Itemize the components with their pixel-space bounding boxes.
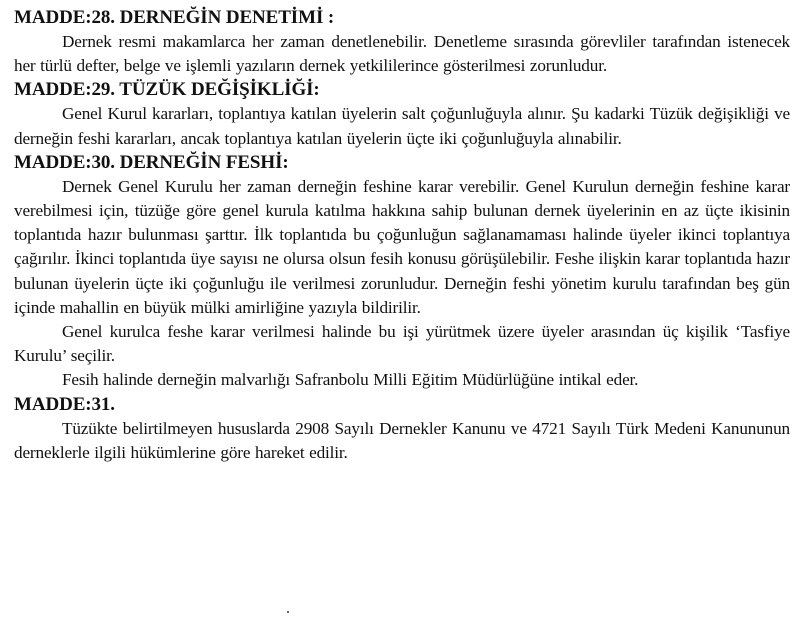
document-page: [14, 6, 790, 465]
article-heading: MADDE:28. DERNEĞİN DENETİMİ :: [14, 7, 335, 28]
scan-speck: [287, 611, 289, 613]
article-heading: MADDE:31.: [14, 393, 115, 415]
article-paragraph: Dernek Genel Kurulu her zaman derneğin feshine karar verebilir. Genel Kurulun derneğin feshine karar verebilmesi için, tüzüğe göre genel kurula katılma hakkına sahip bulunan dernek üyelerinin en az üçte ikisinin toplantıda hazır bulunması şarttır. İlk toplantıda bu çoğunluğun sağlanamaması halinde üyeler ikinci toplantıya çağırılır. İkinci toplantıda üye sayısı ne olursa olsun fesih konusu görüşülebilir. Feshe ilişkin karar toplantıda hazır bulunan üyelerin üçte iki çoğunluğu ile verilmesi zorunludur. Derneğin feshi yönetim kurulu tarafından beş gün içinde mahallin en büyük mülki amirliğine yazıyla bildirilir.: [14, 176, 790, 317]
article-31: [14, 393, 790, 465]
article-paragraph: Genel kurulca feshe karar verilmesi halinde bu işi yürütmek üzere üyeler arasından üç kişilik ‘Tasfiye Kurulu’ seçilir.: [14, 322, 790, 366]
article-heading: MADDE:30. DERNEĞİN FESHİ:: [14, 151, 289, 173]
article-paragraph: Fesih halinde derneğin malvarlığı Safranbolu Milli Eğitim Müdürlüğüne intikal eder.: [62, 370, 639, 390]
article-paragraph: Dernek resmi makamlarca her zaman denetlenebilir. Denetleme sırasında görevliler tarafından istenecek her türlü defter, belge ve işlemli yazıların dernek yetkililerince gösterilmesi zorunludur.: [14, 32, 790, 76]
article-28: [14, 6, 790, 78]
article-heading: MADDE:29. TÜZÜK DEĞİŞİKLİĞİ:: [14, 79, 320, 101]
article-30: [14, 151, 790, 393]
article-paragraph: Tüzükte belirtilmeyen hususlarda 2908 Sayılı Dernekler Kanunu ve 4721 Sayılı Türk Medeni Kanununun derneklerle ilgili hükümlerine göre hareket edilir.: [14, 418, 790, 462]
article-paragraph: Genel Kurul kararları, toplantıya katılan üyelerin salt çoğunluğuyla alınır. Şu kadarki Tüzük değişikliği ve derneğin feshi kararları, ancak toplantıya katılan üyelerin üçte iki çoğunluğuyla alınabilir.: [14, 104, 790, 148]
article-29: [14, 78, 790, 150]
